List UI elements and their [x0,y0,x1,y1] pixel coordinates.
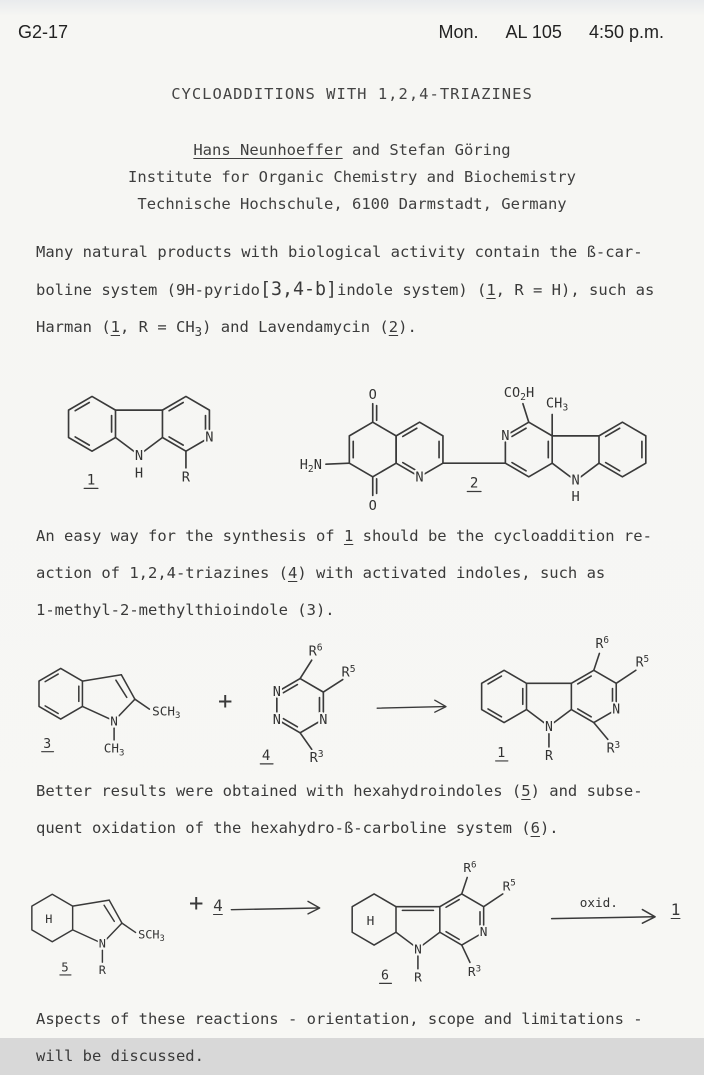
paragraph-3-line-1: Better results were obtained with hexahydroindoles (5) and subse- [36,782,643,801]
compound-ref-1: 1 [110,318,120,336]
scheme-reaction-5-4-to-6-to-1 [0,851,704,993]
paragraph-1-line-3: Harman (1, $R = CH_3$) and Lavendamycin (2). [36,318,417,340]
author-names [0,137,704,164]
paragraph-2-line-1: An easy way for the synthesis of 1 should be the cycloaddition re- [36,526,652,545]
structure-4-triazine [240,633,366,769]
author-name-underlined: Hans Neunhoeffer [193,141,343,159]
substituent-r: R [181,469,191,486]
page-header [0,0,704,43]
session-day: Mon. [438,22,479,42]
compound-number-4: 4 [262,748,271,765]
atom-label-n: N [319,712,328,729]
substituent-h2n: $H_2N$ [299,457,323,476]
compound-ref-2: 2 [388,318,399,336]
atom-label-o: O [368,386,377,403]
session-info [417,22,665,43]
compound-number-1: 1 [86,472,96,489]
substituent-r5: $R^5$ [342,663,357,681]
author-name-rest: and Stefan Göring [342,141,511,159]
substituent-ch3: $CH_3$ [545,395,569,414]
paragraph-1-line-2: boline system (9H-pyrido[3,4-b]indole system) (1, R = H), such as [36,279,655,300]
substituent-sch3: $SCH_3$ [138,927,165,944]
atom-label-n: N [571,472,580,489]
oxidation-label: oxid. [579,894,618,910]
compound-number-2: 2 [469,475,479,492]
structure-6-hexahydro-carboline [333,851,543,993]
reaction-arrow [228,898,328,918]
reaction-arrow [374,697,454,716]
compound-ref-6: 6 [530,819,540,838]
paragraph-3 [0,773,704,847]
structure-1-product [462,631,677,771]
substituent-r: R [545,748,554,764]
compound-number-5: 5 [61,960,69,975]
substituent-r3: $R^3$ [467,964,481,981]
paragraph-2-line-3: 1-methyl-2-methylthioindole (3). [36,600,335,619]
atom-label-n: N [110,713,118,729]
oxidation-arrow [548,895,666,928]
substituent-r5: $R^5$ [636,653,650,671]
subscript-3: 3 [194,324,203,340]
atom-label-n: N [612,702,621,718]
substituent-r5: $R^5$ [502,878,516,895]
plus-4-group [189,889,223,917]
page-title: CYCLOADDITIONS WITH 1,2,4-TRIAZINES [171,85,533,103]
plus-sign: + [218,687,233,716]
structure-2-lavendamycin [283,352,678,516]
compound-ref-5: 5 [521,782,531,801]
atom-label-h: H [134,466,144,483]
atom-label-n: N [98,936,106,951]
paragraph-3-line-2: quent oxidation of the hexahydro-ß-carboline system (6). [36,819,559,838]
atom-label-o: O [368,498,377,515]
atom-label-n: N [205,429,214,446]
plus-sign: + [189,888,204,917]
structure-3-methylthioindole [20,644,210,757]
bracket-segment: [3,4-b] [259,279,338,300]
affiliation-line-2: Technische Hochschule, 6100 Darmstadt, Germany [137,195,567,213]
substituent-r: R [413,970,422,986]
compound-ref-1: 1 [343,526,354,545]
session-time: 4:50 p.m. [588,22,664,42]
substituent-r3: $R^3$ [310,749,325,767]
substituent-r: R [98,962,106,977]
structure-1-beta-carboline [48,370,273,497]
atom-label-n: N [415,469,424,486]
substituent-co2h: $CO_2H$ [503,384,535,403]
substituent-r6: $R^6$ [309,642,324,660]
substituent-sch3: $SCH_3$ [152,703,181,722]
atom-label-n: N [545,719,554,735]
compound-number-6: 6 [380,968,389,984]
paragraph-1 [0,234,704,350]
paragraph-2 [0,518,704,629]
atom-label-n: N [273,712,282,729]
atom-label-n: N [413,942,422,958]
compound-number-1: 1 [497,745,506,762]
session-room: AL 105 [505,22,562,42]
compound-ref-4: 4 [287,563,298,582]
substituent-ch3: $CH_3$ [103,741,125,759]
atom-label-n: N [273,684,282,701]
paragraph-2-line-2: action of 1,2,4-triazines (4) with activated indoles, such as [36,563,606,582]
substituent-r3: $R^3$ [607,739,621,757]
atom-label-n: N [134,448,144,465]
abstract-code: G2-17 [18,22,69,42]
author-block [0,137,704,218]
substituent-r6: $R^6$ [463,860,477,877]
affiliation-line-1: Institute for Organic Chemistry and Biochemistry [128,168,576,186]
compound-ref-1: 1 [486,281,496,299]
compound-ref-3: 3 [306,600,316,619]
paragraph-4-line-1: Aspects of these reactions - orientation, scope and limitations - [36,1009,643,1028]
compound-ref-1: 1 [670,900,681,920]
atom-label-n: N [501,427,510,444]
scheme-reaction-3-4-to-1 [0,631,704,771]
paragraph-4 [0,1001,704,1075]
atom-label-n: N [479,925,488,941]
compound-ref-4: 4 [213,895,223,915]
scheme-structures-1-2 [0,352,704,516]
substituent-r6: $R^6$ [595,635,610,652]
paragraph-4-line-2: will be discussed. [36,1046,204,1065]
atom-label-h: H [45,911,53,926]
atom-label-h: H [571,489,580,506]
atom-label-h: H [366,914,375,930]
paragraph-1-line-1: Many natural products with biological activity contain the ß-car- [36,243,643,261]
structure-5-hexahydroindole [14,867,184,978]
compound-number-3: 3 [43,737,52,753]
